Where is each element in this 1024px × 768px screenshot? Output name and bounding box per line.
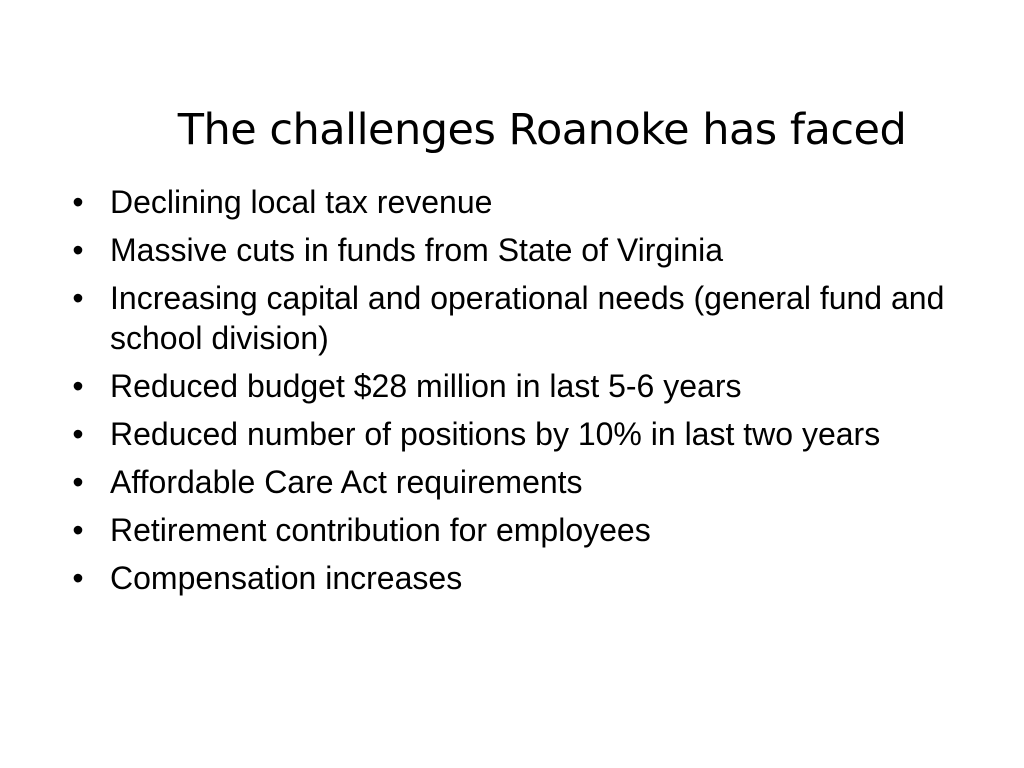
bullet-item [68, 182, 948, 222]
bullet-icon: • [72, 280, 84, 316]
bullet-item [68, 558, 948, 598]
bullet-text: Compensation increases [110, 560, 463, 596]
bullet-text: Declining local tax revenue [110, 184, 493, 220]
bullet-item [68, 366, 948, 406]
bullet-icon: • [72, 560, 84, 596]
bullet-icon: • [72, 464, 84, 500]
bullet-text: Affordable Care Act requirements [110, 464, 583, 500]
bullet-icon: • [72, 416, 84, 452]
bullet-item [68, 414, 948, 454]
bullet-text: Retirement contribution for employees [110, 512, 651, 548]
bullet-item [68, 462, 948, 502]
bullet-text: Reduced budget $28 million in last 5-6 years [110, 368, 742, 404]
bullet-icon: • [72, 232, 84, 268]
bullet-icon: • [72, 184, 84, 220]
bullet-icon: • [72, 512, 84, 548]
bullet-item [68, 510, 948, 550]
slide-title: The challenges Roanoke has faced [177, 105, 907, 155]
bullet-item [68, 278, 948, 358]
bullet-icon: • [72, 368, 84, 404]
bullet-text: Massive cuts in funds from State of Virginia [110, 232, 724, 268]
bullet-item [68, 230, 948, 270]
bullet-text: Increasing capital and operational needs (general fund and school division) [110, 280, 945, 356]
bullet-list [68, 182, 948, 606]
bullet-text: Reduced number of positions by 10% in last two years [110, 416, 881, 452]
